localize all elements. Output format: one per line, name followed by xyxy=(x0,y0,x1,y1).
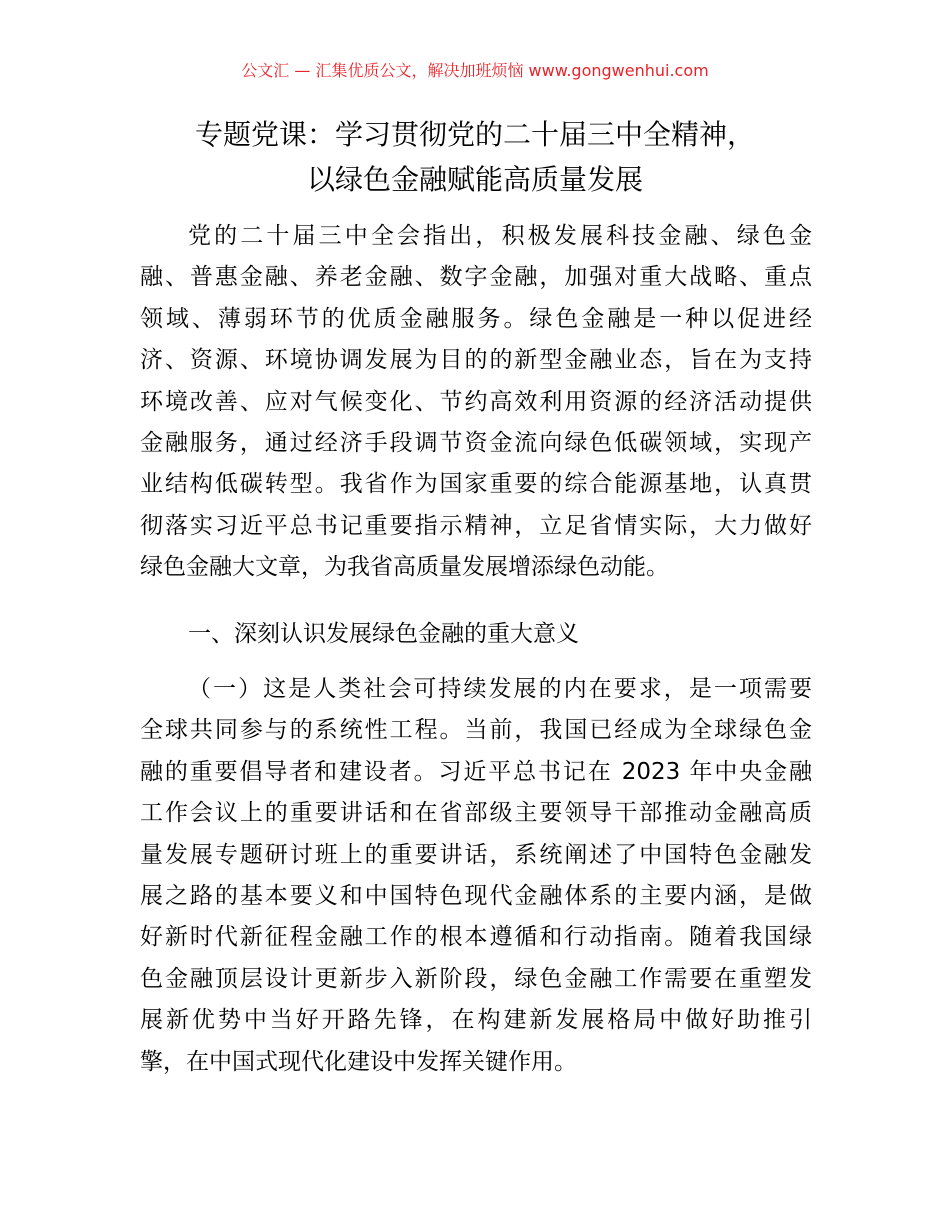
text-line: 党的二十届三中全会指出，积极发展科技金融、绿色金 xyxy=(188,223,812,249)
text-line: 金融服务，通过经济手段调节资金流向绿色低碳领域，实现产 xyxy=(140,429,812,456)
text-line: 展新优势中当好开路先锋，在构建新发展格局中做好助推引 xyxy=(140,1007,812,1034)
text-line: 展之路的基本要义和中国特色现代金融体系的主要内涵，是做 xyxy=(140,882,812,909)
text-line: 彻落实习近平总书记重要指示精神，立足省情实际，大力做好 xyxy=(140,512,812,539)
text-line: 工作会议上的重要讲话和在省部级主要领导干部推动金融高质 xyxy=(140,800,812,827)
text-line: 全球共同参与的系统性工程。当前，我国已经成为全球绿色金 xyxy=(140,717,812,744)
paragraph-1 xyxy=(140,216,812,589)
title-line: 专题党课：学习贯彻党的二十届三中全精神， xyxy=(194,118,755,151)
text-line: 色金融顶层设计更新步入新阶段，绿色金融工作需要在重塑发 xyxy=(140,965,812,992)
document-title xyxy=(0,112,950,202)
text-line: （一）这是人类社会可持续发展的内在要求，是一项需要 xyxy=(188,676,812,702)
watermark-header: 公文汇 — 汇集优质公文，解决加班烦恼 www.gongwenhui.com xyxy=(241,61,709,80)
text-line: 领域、薄弱环节的优质金融服务。绿色金融是一种以促进经 xyxy=(140,305,812,332)
text-line: 济、资源、环境协调发展为目的的新型金融业态，旨在为支持 xyxy=(140,347,812,374)
text-line: 好新时代新征程金融工作的根本遵循和行动指南。随着我国绿 xyxy=(140,924,812,951)
paragraph-2 xyxy=(140,669,812,1083)
text-line: 环境改善、应对气候变化、节约高效利用资源的经济活动提供 xyxy=(140,388,812,415)
text-line: 量发展专题研讨班上的重要讲话，系统阐述了中国特色金融发 xyxy=(140,841,812,868)
section-heading xyxy=(140,614,812,655)
title-line: 以绿色金融赋能高质量发展 xyxy=(306,163,643,196)
text-line: 融、普惠金融、养老金融、数字金融，加强对重大战略、重点 xyxy=(140,264,812,291)
text-line: 业结构低碳转型。我省作为国家重要的综合能源基地，认真贯 xyxy=(140,471,812,498)
heading-text: 一、深刻认识发展绿色金融的重大意义 xyxy=(188,621,579,647)
text-line: 融的重要倡导者和建设者。习近平总书记在 2023 年中央金融 xyxy=(140,758,812,785)
text-line: 绿色金融大文章，为我省高质量发展增添绿色动能。 xyxy=(140,554,669,581)
text-line: 擎，在中国式现代化建设中发挥关键作用。 xyxy=(140,1048,577,1075)
